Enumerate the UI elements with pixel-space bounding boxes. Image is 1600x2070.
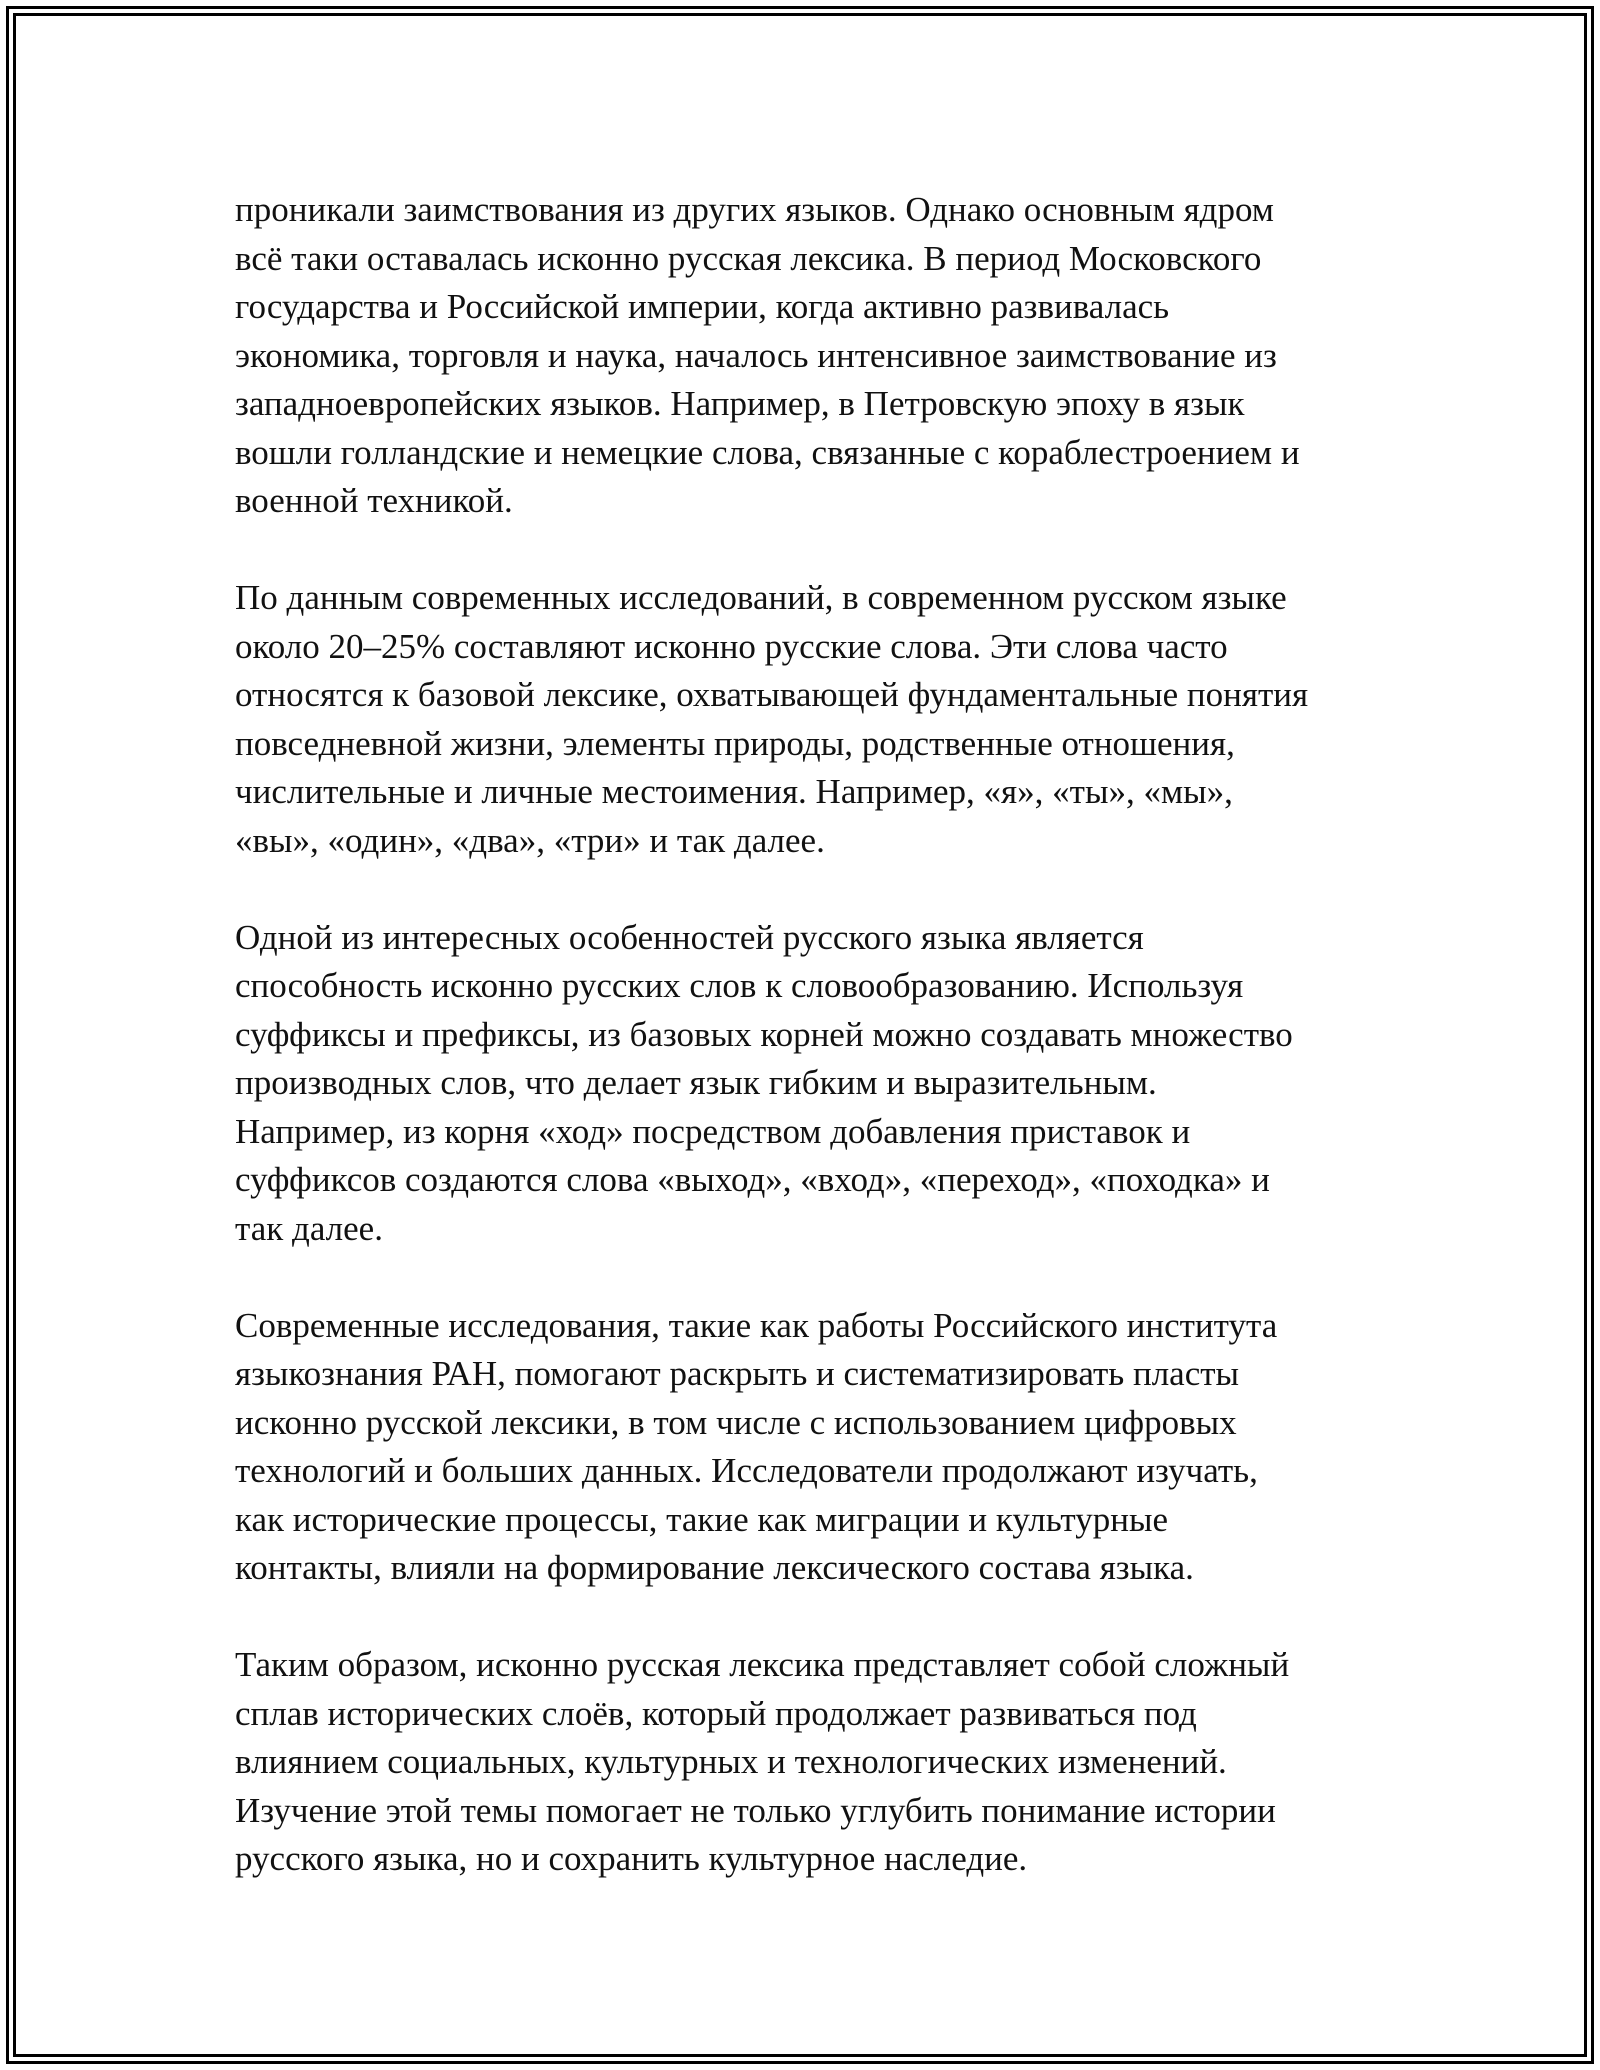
paragraph-spacer xyxy=(235,526,1385,575)
text-line: военной техникой. xyxy=(235,481,513,520)
text-line: как исторические процессы, такие как миграции и культурные xyxy=(235,1499,1169,1539)
text-line: производных слов, что делает язык гибким и выразительным. xyxy=(235,1063,1157,1102)
text-line: контакты, влияли на формирование лексического состава языка. xyxy=(235,1548,1194,1587)
text-line: около 20–25% составляют исконно русские слова. Эти слова часто xyxy=(235,626,1228,666)
text-line: экономика, торговля и наука, началось интенсивное заимствование из xyxy=(235,335,1277,375)
paragraph-spacer xyxy=(235,1593,1385,1642)
text-line: исконно русской лексики, в том числе с использованием цифровых xyxy=(235,1402,1237,1442)
paragraph-4 xyxy=(235,1302,1385,1593)
paragraph-3 xyxy=(235,914,1385,1254)
paragraph-5 xyxy=(235,1641,1385,1884)
text-line: влиянием социальных, культурных и технологических изменений. xyxy=(235,1742,1227,1781)
text-line: технологий и больших данных. Исследователи продолжают изучать, xyxy=(235,1451,1258,1490)
text-line: Одной из интересных особенностей русского языка является xyxy=(235,917,1144,957)
text-line: «вы», «один», «два», «три» и так далее. xyxy=(235,820,825,860)
text-line: Современные исследования, такие как работы Российского института xyxy=(235,1305,1278,1345)
text-line: проникали заимствования из других языков. Однако основным ядром xyxy=(235,190,1274,229)
text-line: вошли голландские и немецкие слова, связанные с кораблестроением и xyxy=(235,432,1300,472)
text-line: всё таки оставалась исконно русская лексика. В период Московского xyxy=(235,238,1262,278)
text-line: Например, из корня «ход» посредством добавления приставок и xyxy=(235,1111,1191,1151)
text-line: суффиксы и префиксы, из базовых корней можно создавать множество xyxy=(235,1014,1293,1054)
text-line: так далее. xyxy=(235,1208,383,1248)
text-line: числительные и личные местоимения. Например, «я», «ты», «мы», xyxy=(235,772,1233,811)
paragraph-spacer xyxy=(235,1253,1385,1302)
text-line: сплав исторических слоёв, который продолжает развиваться под xyxy=(235,1693,1197,1733)
text-line: западноевропейских языков. Например, в Петровскую эпоху в язык xyxy=(235,384,1245,423)
document-body xyxy=(235,186,1385,1884)
text-line: повседневной жизни, элементы природы, родственные отношения, xyxy=(235,723,1235,763)
paragraph-2 xyxy=(235,574,1385,865)
paragraph-1 xyxy=(235,186,1385,526)
text-line: Изучение этой темы помогает не только углубить понимание истории xyxy=(235,1790,1276,1830)
text-line: языкознания РАН, помогают раскрыть и систематизировать пласты xyxy=(235,1354,1240,1393)
text-line: По данным современных исследований, в современном русском языке xyxy=(235,578,1287,617)
text-line: суффиксов создаются слова «выход», «вход», «переход», «походка» и xyxy=(235,1160,1270,1199)
text-line: способность исконно русских слов к словообразованию. Используя xyxy=(235,966,1244,1005)
text-line: русского языка, но и сохранить культурное наследие. xyxy=(235,1839,1028,1878)
paragraph-spacer xyxy=(235,865,1385,914)
text-line: относятся к базовой лексике, охватывающей фундаментальные понятия xyxy=(235,675,1309,714)
text-line: государства и Российской империи, когда активно развивалась xyxy=(235,287,1170,326)
text-line: Таким образом, исконно русская лексика представляет собой сложный xyxy=(235,1645,1290,1684)
